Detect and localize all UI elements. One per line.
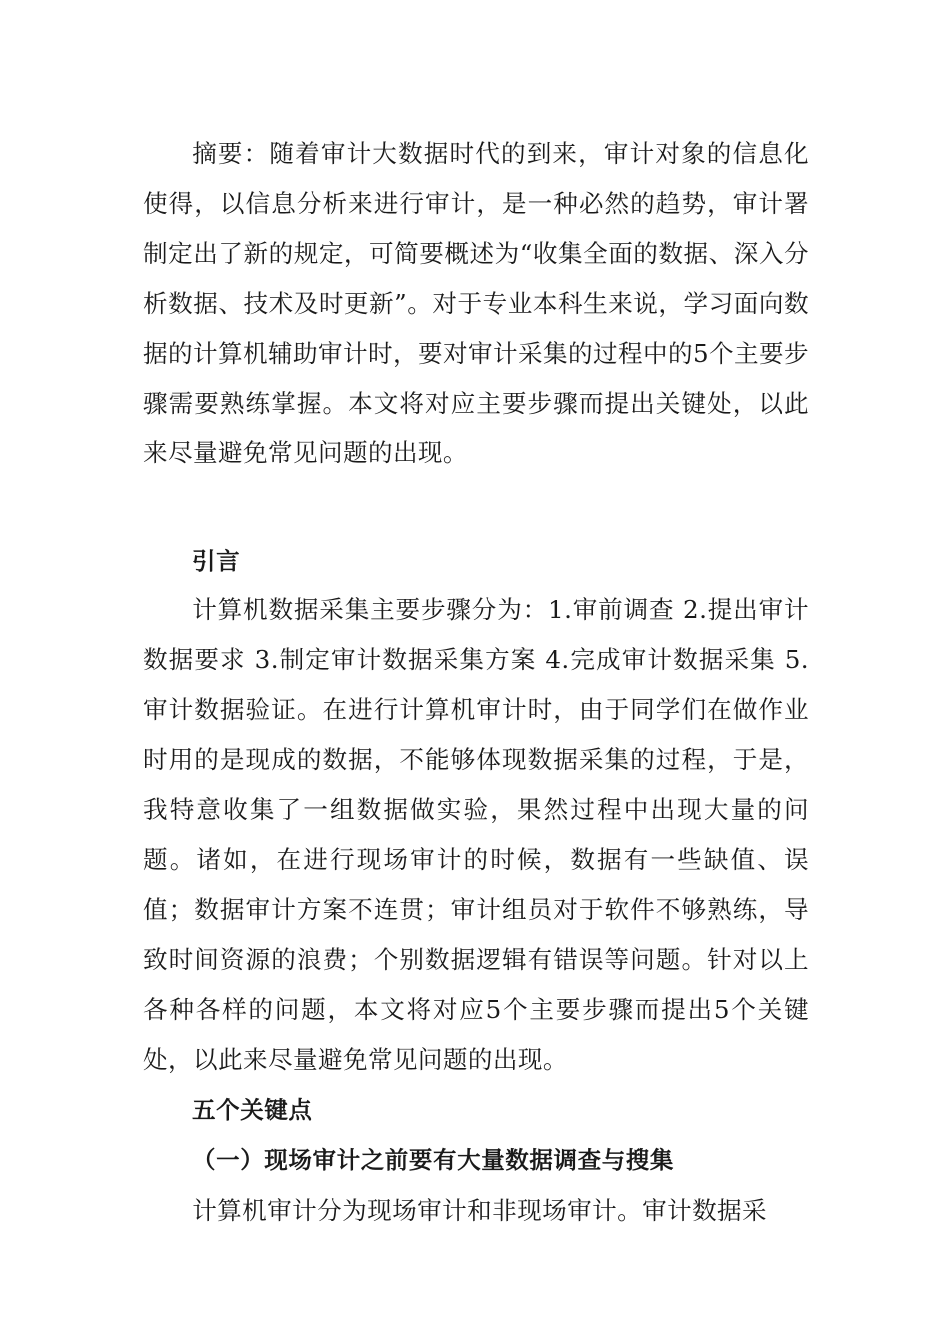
- abstract-paragraph: 摘要：随着审计大数据时代的到来，审计对象的信息化使得，以信息分析来进行审计，是一种必然的趋势，审计署制定出了新的规定，可简要概述为“收集全面的数据、深入分析数据、技术及时更新”。对于专业本科生来说，学习面向数据的计算机辅助审计时，要对审计采集的过程中的5个主要步骤需要熟练掌握。本文将对应主要步骤而提出关键处，以此来尽量避免常见问题的出现。: [143, 139, 809, 468]
- document-body: [143, 129, 809, 1236]
- keypoints-heading: 五个关键点: [192, 1096, 313, 1125]
- intro-paragraph: 计算机数据采集主要步骤分为：1.审前调查 2.提出审计数据要求 3.制定审计数据采集方案 4.完成审计数据采集 5.审计数据验证。在进行计算机审计时，由于同学们在做作业时用的是现成的数据，不能够体现数据采集的过程，于是，我特意收集了一组数据做实验，果然过程中出现大量的问题。诸如，在进行现场审计的时候，数据有一些缺值、误值；数据审计方案不连贯；审计组员对于软件不够熟练，导致时间资源的浪费；个别数据逻辑有错误等问题。针对以上各种各样的问题，本文将对应5个主要步骤而提出5个关键处，以此来尽量避免常见问题的出现。: [143, 595, 809, 1074]
- intro-heading: 引言: [192, 547, 241, 576]
- subsection-1-heading: （一）现场审计之前要有大量数据调查与搜集: [192, 1146, 674, 1175]
- subsection-1-paragraph: 计算机审计分为现场审计和非现场审计。审计数据采: [192, 1196, 768, 1226]
